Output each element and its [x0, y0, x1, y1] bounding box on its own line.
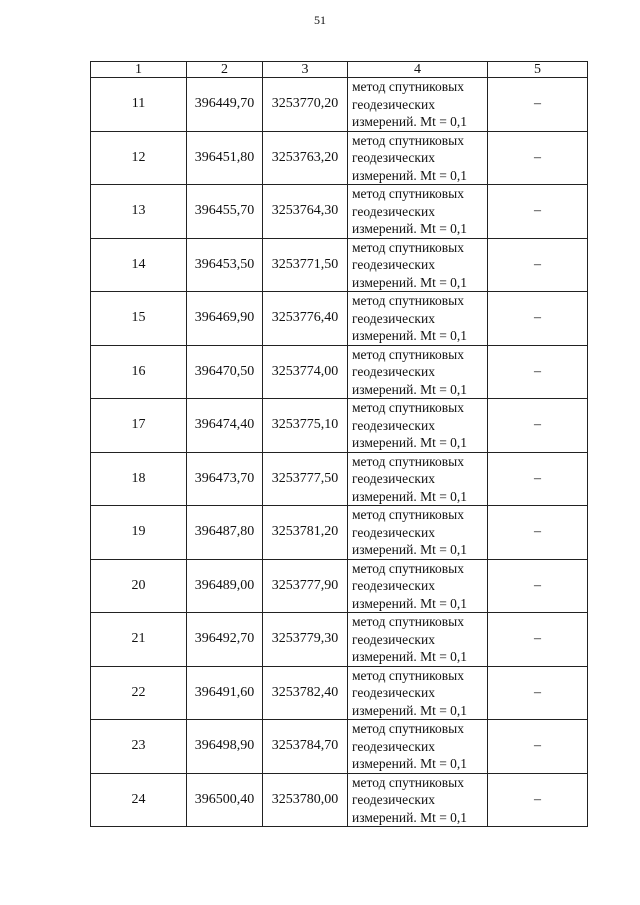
- method-line: измерений. Mt = 0,1: [352, 702, 468, 718]
- note-cell: –: [488, 666, 588, 720]
- table-header-row: [91, 62, 588, 78]
- y-coordinate-cell: 3253776,40: [263, 292, 348, 346]
- method-line: измерений. Mt = 0,1: [352, 167, 468, 183]
- method-line: измерений. Mt = 0,1: [352, 542, 468, 557]
- method-line: измерений. Mt = 0,1: [352, 595, 468, 611]
- method-cell: [348, 292, 488, 346]
- x-coordinate-cell: 396491,60: [187, 666, 263, 720]
- method-line: измерений. Mt = 0,1: [352, 649, 468, 664]
- note-cell: –: [488, 613, 588, 667]
- method-line: геодезических: [352, 792, 435, 807]
- method-line: геодезических: [352, 257, 435, 272]
- x-coordinate-cell: 396489,00: [187, 559, 263, 613]
- x-coordinate-cell: 396469,90: [187, 292, 263, 346]
- y-coordinate-cell: 3253777,50: [263, 452, 348, 506]
- table-row: [91, 452, 588, 506]
- method-line: измерений. Mt = 0,1: [352, 328, 468, 343]
- method-line: измерений. Mt = 0,1: [352, 756, 468, 771]
- method-line: геодезических: [352, 203, 435, 219]
- point-number-cell: 16: [91, 345, 187, 399]
- point-number-cell: 18: [91, 452, 187, 506]
- y-coordinate-cell: 3253781,20: [263, 506, 348, 560]
- method-line: метод спутниковых: [352, 346, 464, 362]
- y-coordinate-cell: 3253784,70: [263, 720, 348, 774]
- column-header: 5: [488, 62, 588, 78]
- column-header: 1: [91, 62, 187, 78]
- point-number-cell: 23: [91, 720, 187, 774]
- table-row: [91, 185, 588, 239]
- y-coordinate-cell: 3253774,00: [263, 345, 348, 399]
- x-coordinate-cell: 396487,80: [187, 506, 263, 560]
- method-line: измерений. Mt = 0,1: [352, 488, 468, 504]
- note-cell: –: [488, 238, 588, 292]
- x-coordinate-cell: 396455,70: [187, 185, 263, 239]
- y-coordinate-cell: 3253777,90: [263, 559, 348, 613]
- column-header: 4: [348, 62, 488, 78]
- x-coordinate-cell: 396453,50: [187, 238, 263, 292]
- table-row: [91, 666, 588, 720]
- method-line: геодезических: [352, 310, 435, 326]
- point-number-cell: 14: [91, 238, 187, 292]
- note-cell: –: [488, 559, 588, 613]
- method-line: геодезических: [352, 150, 435, 165]
- page-number: 51: [314, 13, 326, 27]
- note-cell: –: [488, 345, 588, 399]
- note-cell: –: [488, 773, 588, 827]
- table-row: [91, 345, 588, 399]
- table-row: [91, 506, 588, 560]
- method-line: метод спутниковых: [352, 400, 464, 415]
- x-coordinate-cell: 396449,70: [187, 78, 263, 132]
- table-row: [91, 720, 588, 774]
- point-number-cell: 21: [91, 613, 187, 667]
- x-coordinate-cell: 396473,70: [187, 452, 263, 506]
- method-line: геодезических: [352, 96, 435, 112]
- note-cell: –: [488, 399, 588, 453]
- table-row: [91, 399, 588, 453]
- table-row: [91, 773, 588, 827]
- note-cell: –: [488, 131, 588, 185]
- table-row: [91, 559, 588, 613]
- table-row: [91, 78, 588, 132]
- x-coordinate-cell: 396492,70: [187, 613, 263, 667]
- method-cell: [348, 773, 488, 827]
- method-cell: [348, 613, 488, 667]
- method-cell: [348, 559, 488, 613]
- table-row: [91, 613, 588, 667]
- method-cell: [348, 131, 488, 185]
- point-number-cell: 22: [91, 666, 187, 720]
- table-row: [91, 131, 588, 185]
- point-number-cell: 20: [91, 559, 187, 613]
- method-line: метод спутниковых: [352, 453, 464, 469]
- method-cell: [348, 720, 488, 774]
- x-coordinate-cell: 396474,40: [187, 399, 263, 453]
- table-row: [91, 238, 588, 292]
- method-cell: [348, 452, 488, 506]
- point-number-cell: 13: [91, 185, 187, 239]
- method-line: геодезических: [352, 578, 435, 593]
- note-cell: –: [488, 292, 588, 346]
- method-line: измерений. Mt = 0,1: [352, 274, 468, 290]
- method-line: метод спутниковых: [352, 507, 464, 522]
- coordinates-table: [90, 61, 588, 827]
- method-cell: [348, 345, 488, 399]
- note-cell: –: [488, 506, 588, 560]
- method-line: метод спутниковых: [352, 774, 464, 790]
- y-coordinate-cell: 3253780,00: [263, 773, 348, 827]
- x-coordinate-cell: 396498,90: [187, 720, 263, 774]
- x-coordinate-cell: 396470,50: [187, 345, 263, 399]
- y-coordinate-cell: 3253771,50: [263, 238, 348, 292]
- note-cell: –: [488, 78, 588, 132]
- note-cell: –: [488, 185, 588, 239]
- y-coordinate-cell: 3253782,40: [263, 666, 348, 720]
- y-coordinate-cell: 3253770,20: [263, 78, 348, 132]
- note-cell: –: [488, 720, 588, 774]
- method-line: измерений. Mt = 0,1: [352, 381, 468, 397]
- method-line: метод спутниковых: [352, 721, 464, 736]
- point-number-cell: 19: [91, 506, 187, 560]
- y-coordinate-cell: 3253763,20: [263, 131, 348, 185]
- method-line: измерений. Mt = 0,1: [352, 809, 468, 825]
- point-number-cell: 15: [91, 292, 187, 346]
- method-cell: [348, 185, 488, 239]
- method-line: измерений. Mt = 0,1: [352, 114, 468, 129]
- x-coordinate-cell: 396451,80: [187, 131, 263, 185]
- method-line: геодезических: [352, 524, 435, 540]
- method-line: геодезических: [352, 471, 435, 486]
- method-line: метод спутниковых: [352, 667, 464, 683]
- y-coordinate-cell: 3253775,10: [263, 399, 348, 453]
- x-coordinate-cell: 396500,40: [187, 773, 263, 827]
- method-line: геодезических: [352, 417, 435, 433]
- method-line: геодезических: [352, 685, 435, 700]
- method-cell: [348, 506, 488, 560]
- method-line: измерений. Mt = 0,1: [352, 221, 468, 236]
- y-coordinate-cell: 3253764,30: [263, 185, 348, 239]
- method-line: метод спутниковых: [352, 186, 464, 201]
- point-number-cell: 24: [91, 773, 187, 827]
- method-line: метод спутниковых: [352, 79, 464, 94]
- method-line: измерений. Mt = 0,1: [352, 435, 468, 450]
- method-cell: [348, 399, 488, 453]
- method-line: метод спутниковых: [352, 614, 464, 629]
- method-line: метод спутниковых: [352, 132, 464, 148]
- method-cell: [348, 78, 488, 132]
- table-row: [91, 292, 588, 346]
- note-cell: –: [488, 452, 588, 506]
- table-body: [91, 78, 588, 827]
- point-number-cell: 17: [91, 399, 187, 453]
- y-coordinate-cell: 3253779,30: [263, 613, 348, 667]
- method-cell: [348, 666, 488, 720]
- method-line: геодезических: [352, 631, 435, 647]
- column-header: 3: [263, 62, 348, 78]
- method-line: геодезических: [352, 364, 435, 379]
- method-line: геодезических: [352, 738, 435, 754]
- method-line: метод спутниковых: [352, 293, 464, 308]
- point-number-cell: 11: [91, 78, 187, 132]
- point-number-cell: 12: [91, 131, 187, 185]
- method-cell: [348, 238, 488, 292]
- method-line: метод спутниковых: [352, 239, 464, 255]
- method-line: метод спутниковых: [352, 560, 464, 576]
- column-header: 2: [187, 62, 263, 78]
